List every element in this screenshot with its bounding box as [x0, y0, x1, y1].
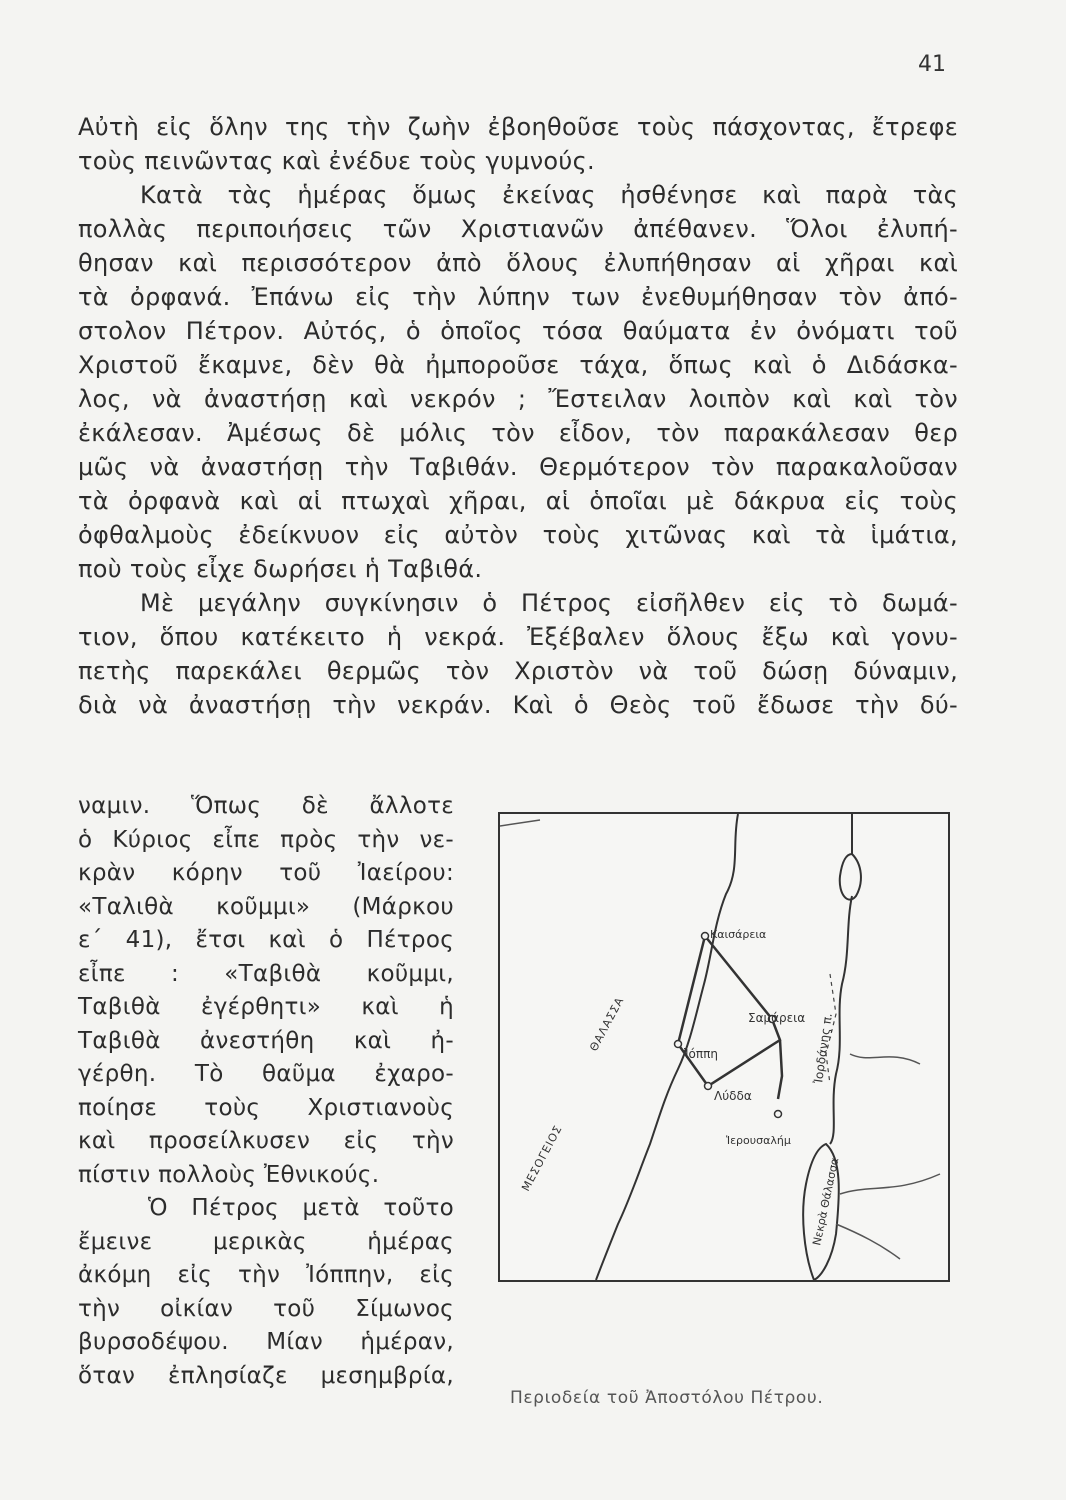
text-line: ἐκάλεσαν. Ἀμέσως δὲ μόλις τὸν εἶδον, τὸν παρακάλεσαν θερ — [78, 419, 958, 447]
city-marker — [775, 1111, 782, 1118]
city-marker — [705, 1083, 712, 1090]
text-line: Ταβιθὰ ἀνεστήθη καὶ ἠ- — [78, 1027, 454, 1054]
text-line: διὰ νὰ ἀναστήσῃ τὴν νεκράν. Καὶ ὁ Θεὸς τοῦ ἔδωσε τὴν δύ- — [78, 691, 958, 719]
label-ierousalim: Ἱερουσαλήμ — [726, 1134, 791, 1147]
body-text — [78, 110, 958, 722]
text-line: ναμιν. Ὅπως δὲ ἄλλοτε — [78, 793, 454, 819]
text-line: κρὰν κόρην τοῦ Ἰαείρου: — [78, 860, 454, 886]
city-marker — [675, 1041, 682, 1048]
sea-of-galilee — [840, 854, 861, 900]
narrow-text-column — [78, 790, 454, 1393]
text-line: πετὴς παρεκάλει θερμῶς τὸν Χριστὸν νὰ τοῦ δώσῃ δύναμιν, — [78, 657, 958, 685]
text-line: Αὐτὴ εἰς ὅλην της τὴν ζωὴν ἐβοηθοῦσε τοὺς πάσχοντας, ἔτρεφε — [78, 113, 958, 141]
text-line: γέρθη. Τὸ θαῦμα ἐχαρο- — [78, 1061, 454, 1087]
text-line: ὀφθαλμοὺς ἐδείκνυον εἰς αὐτὸν τοὺς χιτῶνας καὶ τὰ ἱμάτια, — [78, 521, 958, 549]
label-ioppi: Ἰόππη — [684, 1047, 718, 1061]
text-line: ἔμεινε μερικὰς ἡμέρας — [78, 1228, 454, 1255]
text-line: μῶς νὰ ἀναστήσῃ τὴν Ταβιθάν. Θερμότερον τὸν παρακαλοῦσαν — [78, 453, 958, 481]
text-line: τὰ ὀρφανά. Ἐπάνω εἰς τὴν λύπην των ἐνεθυμήθησαν τὸν ἀπό- — [78, 283, 958, 311]
text-line: πολλὰς περιποιήσεις τῶν Χριστιανῶν ἀπέθανεν. Ὅλοι ἐλυπή- — [78, 215, 958, 243]
map-drawing — [500, 814, 948, 1280]
city-marker — [702, 933, 709, 940]
text-line: λος, νὰ ἀναστήσῃ καὶ νεκρόν ; Ἔστειλαν λοιπὸν καὶ καὶ τὸν — [78, 385, 958, 413]
text-line: ποὺ τοὺς εἶχε δωρήσει ἡ Ταβιθά. — [78, 555, 483, 583]
jordan-river — [830, 814, 852, 1144]
label-lydda: Λύδδα — [714, 1089, 752, 1103]
text-line: καὶ προσείλκυσεν εἰς τὴν — [78, 1128, 454, 1154]
map-figure — [498, 812, 950, 1282]
text-line: Ὁ Πέτρος μετὰ τοῦτο — [148, 1195, 454, 1221]
text-line: Χριστοῦ ἔκαμνε, δὲν θὰ ἠμποροῦσε τάχα, ὅπως καὶ ὁ Διδάσκα- — [78, 351, 958, 379]
label-samareia: Σαμάρεια — [748, 1011, 806, 1025]
text-line: πίστιν πολλοὺς Ἐθνικούς. — [78, 1161, 380, 1188]
text-line: στολον Πέτρον. Αὐτός, ὁ ὁποῖος τόσα θαύματα ἐν ὀνόματι τοῦ — [78, 317, 958, 345]
text-line: Κατὰ τὰς ἡμέρας ὅμως ἐκείνας ἠσθένησε καὶ παρὰ τὰς — [140, 181, 958, 209]
page-number: 41 — [918, 52, 946, 77]
text-line: ε΄ 41), ἔτσι καὶ ὁ Πέτρος — [78, 927, 454, 953]
text-line: ὁ Κύριος εἶπε πρὸς τὴν νε- — [78, 826, 454, 853]
label-iordanis: Ἰορδάνης π. — [811, 1012, 835, 1085]
text-line: εἶπε : «Ταβιθὰ κοῦμμι, — [78, 960, 454, 987]
text-line: τιον, ὅπου κατέκειτο ἡ νεκρά. Ἐξέβαλεν ὅλους ἔξω καὶ γονυ- — [78, 623, 958, 651]
text-line: ἀκόμη εἰς τὴν Ἰόππην, εἰς — [78, 1262, 454, 1288]
text-line: βυρσοδέψου. Μίαν ἡμέραν, — [78, 1329, 454, 1355]
map-caption: Περιοδεία τοῦ Ἀποστόλου Πέτρου. — [510, 1388, 824, 1408]
text-line: Ταβιθὰ ἐγέρθητι» καὶ ἡ — [78, 994, 454, 1020]
text-line: Μὲ μεγάλην συγκίνησιν ὁ Πέτρος εἰσῆλθεν εἰς τὸ δωμά- — [140, 589, 958, 617]
label-nekra-thalassa: Νεκρὰ Θάλασσα — [810, 1156, 842, 1247]
text-line: ὅταν ἐπλησίαζε μεσημβρία, — [78, 1362, 454, 1389]
text-line: «Ταλιθὰ κοῦμμι» (Μάρκου — [78, 893, 454, 920]
text-line: τὰ ὀρφανὰ καὶ αἱ πτωχαὶ χῆραι, αἱ ὁποῖαι μὲ δάκρυα εἰς τοὺς — [78, 487, 958, 515]
label-thalassa: ΘΑΛΑΣΣΑ — [587, 994, 627, 1054]
label-mesogeios: ΜΕΣΟΓΕΙΟΣ — [519, 1122, 565, 1194]
label-kaisareia: Καισάρεια — [710, 928, 767, 941]
text-line: θησαν καὶ περισσότερον ἀπὸ ὅλους ἐλυπήθησαν αἱ χῆραι καὶ — [78, 249, 958, 277]
text-line: ποίησε τοὺς Χριστιανοὺς — [78, 1094, 454, 1121]
text-line: τοὺς πεινῶντας καὶ ἐνέδυε τοὺς γυμνούς. — [78, 147, 595, 175]
text-line: τὴν οἰκίαν τοῦ Σίμωνος — [78, 1295, 454, 1322]
